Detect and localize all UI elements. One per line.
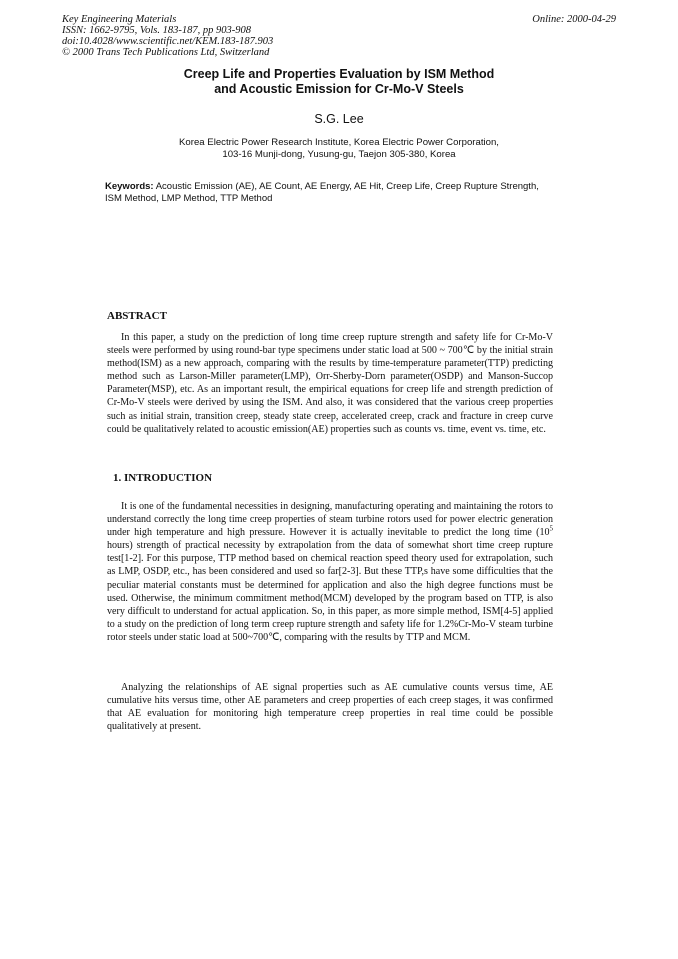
journal-doi: doi:10.4028/www.scientific.net/KEM.183-187.903 <box>62 36 274 47</box>
keywords-label: Keywords: <box>105 181 154 192</box>
introduction-paragraph-2: Analyzing the relationships of AE signal properties such as AE cumulative counts versus time, AE cumulative hits versus time, other AE parameters and creep properties of each creep stages, it was confirmed that AE evaluation for monitoring high temperature creep properties in real time could be possible qualitatively at present. <box>107 682 553 733</box>
abstract-heading: ABSTRACT <box>107 310 167 322</box>
journal-name: Key Engineering Materials <box>62 14 177 25</box>
introduction-paragraph-1 <box>107 500 553 644</box>
keywords <box>105 181 545 205</box>
intro-p1-exponent: 5 <box>549 524 553 533</box>
introduction-heading: 1. INTRODUCTION <box>113 472 213 484</box>
affiliation-line-2: 103-16 Munji-dong, Yusung-gu, Taejon 305-380, Korea <box>222 149 456 160</box>
paper-title-line-1: Creep Life and Properties Evaluation by ISM Method <box>183 67 495 81</box>
intro-p1-part-b: hours) strength of practical necessity by extrapolation from the data of somewhat short time creep rupture test[1-2]. For this purpose, TTP method based on chemical reaction speed theory used for extrapolation, such as LMP, OSDP, etc., has been considered and used so far[2-3]. But these TTP,s have some difficulties that the peculiar material constants must be determined for application and also the high degree functions must be used. Otherwise, the minimum commitment method(MCM) developed by the program based on TTP, is also very difficult to understand for actual application. So, in this paper, as more simple method, ISM[4-5] applied to a study on the prediction of long term creep rupture strength and safety life for 1.2%Cr-Mo-V steam turbine rotor steels under static load at 500~700℃, comparing with the results by TTP and MCM. <box>107 540 553 643</box>
abstract-text: In this paper, a study on the prediction of long time creep rupture strength and safety life for Cr-Mo-V steels were performed by using round-bar type specimens under static load at 500 ~ 700℃ by the initial strain method(ISM) as a new approach, comparing with the results by time-temperature parameter(TTP) predicting method such as Larson-Miller parameter(LMP), Orr-Sherby-Dorn parameter(OSDP) and Manson-Succop Parameter(MSP), etc. As an important result, the empirical equations for creep life and strength prediction of Cr-Mo-V steels were derived by using the ISM. And also, it was considered that the various creep properties such as initial strain, transition creep, steady state creep, accelerated creep, crack and fracture in creep curve could be qualitatively related to acoustic emission(AE) properties such as counts vs. time, event vs. time, etc. <box>107 332 553 435</box>
affiliation-line-1: Korea Electric Power Research Institute, Korea Electric Power Corporation, <box>179 137 499 148</box>
paper-title <box>0 67 678 97</box>
intro-p1-part-a: It is one of the fundamental necessities in designing, manufacturing operating and maintaining the rotors to understand correctly the long time creep properties of steam turbine rotors used for power electric generation under high temperature and high pressure. However it is actually inevitable to predict the long time (10 <box>107 501 553 539</box>
online-date: Online: 2000-04-29 <box>532 14 616 25</box>
journal-header <box>62 14 616 58</box>
author-affiliation <box>0 137 678 161</box>
paper-title-line-2: and Acoustic Emission for Cr-Mo-V Steels <box>214 82 464 96</box>
author-name: S.G. Lee <box>314 112 364 126</box>
journal-issn: ISSN: 1662-9795, Vols. 183-187, pp 903-908 <box>62 25 251 36</box>
journal-copyright: © 2000 Trans Tech Publications Ltd, Switzerland <box>62 47 270 58</box>
keywords-text: Acoustic Emission (AE), AE Count, AE Energy, AE Hit, Creep Life, Creep Rupture Strength, ISM Method, LMP Method, TTP Method <box>105 181 539 204</box>
